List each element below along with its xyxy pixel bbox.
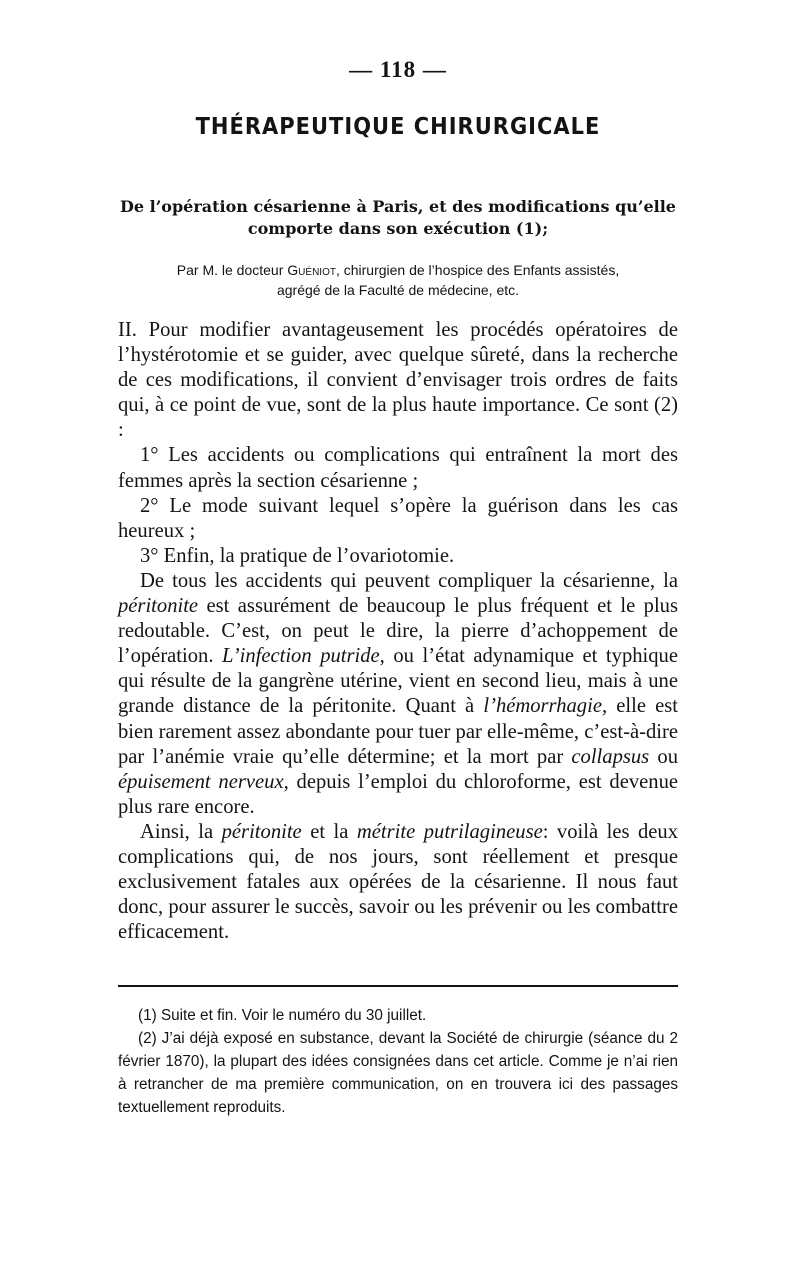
p5-text-d: elle est bien rarement assez abondante pour tuer par elle-même, c’est-à-dire par l’anémie vraie qu’elle détermine; et la mort par — [118, 695, 679, 768]
paragraph-4: 3° Enfin, la pratique de l’ovariotomie. — [140, 544, 455, 567]
document-page — [118, 52, 678, 1119]
paragraph-3: 2° Le mode suivant lequel s’opère la guérison dans les cas heureux ; — [118, 494, 678, 542]
paragraph-1: II. Pour modifier avantageusement les procédés opératoires de l’hystérotomie et se guider, avec quelque sûreté, dans la recherche de ces modifications, il convient d’envisager trois ordres de faits qui, à ce point de vue, sont de la plus haute importance. Ce sont (2) : — [118, 319, 678, 442]
paragraph-6 — [118, 820, 678, 945]
p5-emphasis-infection: L’infection putride, — [222, 645, 385, 668]
article-title — [118, 196, 678, 240]
byline-rest: , chirurgien de l’hospice des Enfants assistés, — [335, 262, 620, 278]
section-title: THÉRAPEUTIQUE CHIRURGICALE — [195, 112, 601, 140]
article-title-line-1: De l’opération césarienne à Paris, et des modifications qu’elle — [120, 197, 676, 216]
byline-prefix: Par M. le docteur — [176, 262, 284, 278]
p5-text-e: ou — [657, 745, 678, 768]
p6-emphasis-metrite: métrite putrilagineuse — [356, 820, 543, 843]
byline-line-2: agrégé de la Faculté de médecine, etc. — [276, 282, 520, 298]
footnote-divider — [118, 985, 678, 987]
footnote-2: (2) J’ai déjà exposé en substance, devant la Société de chirurgie (séance du 2 février 1870), la plupart des idées consignées dans cet article. Comme je n’ai rien à retrancher de ma première communication, on en trouvera ici des passages textuellement reproduits. — [118, 1030, 678, 1116]
p5-emphasis-epuisement: épuisement nerveux, — [118, 770, 289, 793]
p5-emphasis-hemorrhagie: l’hémorrhagie, — [483, 695, 608, 718]
byline — [118, 260, 678, 300]
article-body — [118, 318, 678, 945]
p5-text-f: depuis l’emploi du chloroforme, est devenue plus rare encore. — [118, 770, 679, 818]
article-title-line-2: comporte dans son exécution (1); — [247, 219, 549, 238]
footnotes — [118, 1005, 678, 1119]
byline-author: Guéniot — [287, 262, 336, 278]
p5-emphasis-collapsus: collapsus — [571, 745, 650, 768]
p5-text-c: ou l’état adynamique et typhique qui résulte de la gangrène utérine, vient en second lieu, mais à une grande distance de la péritonite. Quant à — [118, 645, 678, 718]
paragraph-5 — [118, 569, 678, 820]
p6-emphasis-peritonite: péritonite — [221, 820, 302, 843]
p5-emphasis-peritonite: péritonite — [118, 595, 199, 618]
p5-text-a: De tous les accidents qui peuvent compliquer la césarienne, la — [140, 569, 678, 592]
p6-text-c: : voilà les deux complications qui, de nos jours, sont réellement et presque exclusivement fatales aux opérées de la césarienne. Il nous faut donc, pour assurer le succès, savoir ou les prévenir ou les combattre efficacement. — [118, 820, 678, 944]
p6-text-b: et la — [310, 820, 349, 843]
footnote-1: (1) Suite et fin. Voir le numéro du 30 juillet. — [138, 1007, 427, 1025]
paragraph-2: 1° Les accidents ou complications qui entraînent la mort des femmes après la section césarienne ; — [118, 444, 678, 492]
p6-text-a: Ainsi, la — [140, 820, 214, 843]
page-number: — 118 — — [349, 57, 447, 82]
p5-text-b: est assurément de beaucoup le plus fréquent et le plus redoutable. C’est, on peut le dire, la pierre d’achoppement de l’opération. — [118, 595, 678, 668]
